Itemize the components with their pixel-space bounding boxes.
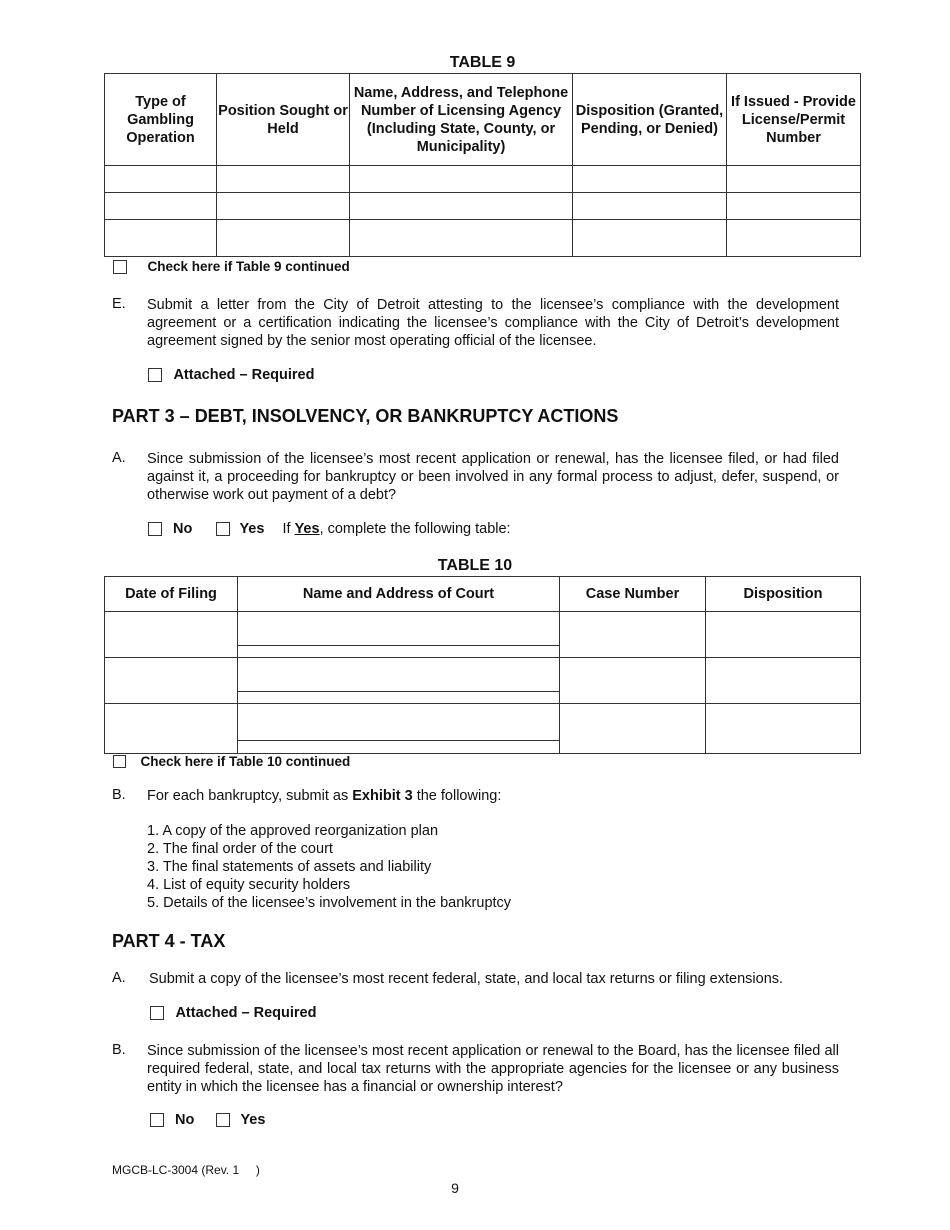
section-e-letter: E. <box>112 296 126 312</box>
part3-yes-label: Yes <box>239 521 265 538</box>
table10 <box>104 576 861 754</box>
table9-header-agency: Name, Address, and Telephone Number of Licensing Agency (Including State, County, or Municipality) <box>350 74 573 166</box>
section-e-attached-label: Attached – Required <box>173 367 315 383</box>
table-cell[interactable] <box>217 166 350 193</box>
table10-header-date: Date of Filing <box>105 577 238 612</box>
part3-if-suffix: , complete the following table: <box>319 521 511 538</box>
table9-title: TABLE 9 <box>449 54 516 71</box>
section-e-attached-checkbox[interactable] <box>148 368 162 382</box>
table-cell[interactable] <box>706 658 861 704</box>
section-b-exhibit: Exhibit 3 <box>352 788 413 804</box>
table-cell[interactable] <box>727 220 861 257</box>
part3-yes-checkbox[interactable] <box>216 522 230 536</box>
table10-continued-checkbox[interactable] <box>113 755 126 768</box>
list-item: 4. List of equity security holders <box>147 877 351 893</box>
part3-no-checkbox[interactable] <box>148 522 162 536</box>
table10-header-court: Name and Address of Court <box>238 577 560 612</box>
part3-if-prefix: If <box>282 521 291 538</box>
part3-heading: PART 3 – DEBT, INSOLVENCY, OR BANKRUPTCY ACTIONS <box>112 406 619 426</box>
part4-a-text: Submit a copy of the licensee’s most recent federal, state, and local tax returns or filing extensions. <box>149 971 784 987</box>
table-row <box>105 658 861 704</box>
table9-header-disposition: Disposition (Granted, Pending, or Denied) <box>573 74 727 166</box>
table10-title: TABLE 10 <box>437 557 513 574</box>
table-cell[interactable] <box>350 220 573 257</box>
table-cell[interactable] <box>727 193 861 220</box>
table-cell[interactable] <box>105 220 217 257</box>
part4-b-letter: B. <box>112 1042 126 1058</box>
list-item: 5. Details of the licensee’s involvement in the bankruptcy <box>147 895 512 911</box>
table9-continued-label: Check here if Table 9 continued <box>147 259 350 275</box>
part3-if-yes: Yes <box>294 521 320 538</box>
part4-attached-checkbox[interactable] <box>150 1006 164 1020</box>
table9-header-license: If Issued - Provide License/Permit Number <box>727 74 861 166</box>
table10-header-case: Case Number <box>560 577 706 612</box>
section-b-text-after: the following: <box>412 788 502 804</box>
part4-no-label: No <box>175 1112 195 1129</box>
table9-header-type: Type of Gambling Operation <box>105 74 217 166</box>
table-cell[interactable] <box>105 193 217 220</box>
table-cell[interactable] <box>105 612 238 658</box>
table-row <box>105 166 861 193</box>
list-item: 3. The final statements of assets and liability <box>147 859 432 875</box>
part4-no-checkbox[interactable] <box>150 1113 164 1127</box>
part4-attached-label: Attached – Required <box>175 1005 317 1021</box>
table10-header-disposition: Disposition <box>706 577 861 612</box>
section-b-letter: B. <box>112 787 126 803</box>
table-row <box>105 220 861 257</box>
table10-continued-label: Check here if Table 10 continued <box>140 754 351 770</box>
table-cell[interactable] <box>217 220 350 257</box>
table-cell[interactable] <box>573 220 727 257</box>
table-cell[interactable] <box>706 704 861 754</box>
part4-a-letter: A. <box>112 970 126 986</box>
table-cell[interactable] <box>350 166 573 193</box>
table-row <box>105 612 861 658</box>
part4-yes-checkbox[interactable] <box>216 1113 230 1127</box>
table-cell[interactable] <box>238 658 560 704</box>
list-item: 1. A copy of the approved reorganization plan <box>147 823 439 839</box>
part4-b-text: Since submission of the licensee’s most recent application or renewal to the Board, has the licensee filed all required federal, state, and local tax returns with the appropriate agencies for the licensee or any business entity in which the licensee has a financial or ownership interest? <box>147 1043 839 1095</box>
part4-attached <box>150 1004 316 1022</box>
table9-continued-checkbox[interactable] <box>113 260 127 274</box>
page-number: 9 <box>451 1180 459 1196</box>
table-cell[interactable] <box>573 166 727 193</box>
table-cell[interactable] <box>573 193 727 220</box>
table-cell[interactable] <box>560 612 706 658</box>
part3-a-text: Since submission of the licensee’s most recent application or renewal, has the licensee filed, or had filed against it, a proceeding for bankruptcy or been involved in any formal process to adjust, defer, suspend, or otherwise work out payment of a debt? <box>147 451 839 503</box>
table-cell[interactable] <box>560 704 706 754</box>
list-item: 2. The final order of the court <box>147 841 333 857</box>
part3-a-answers <box>148 520 511 538</box>
part4-heading: PART 4 - TAX <box>112 931 226 951</box>
table-cell[interactable] <box>238 612 560 658</box>
table-cell[interactable] <box>560 658 706 704</box>
part3-a-letter: A. <box>112 450 126 466</box>
footer-form-id: MGCB-LC-3004 (Rev. 1 ) <box>112 1163 260 1177</box>
part3-no-label: No <box>173 521 193 538</box>
section-b-text <box>147 787 501 805</box>
section-b-text-before: For each bankruptcy, submit as <box>147 788 353 804</box>
table-cell[interactable] <box>105 658 238 704</box>
table9 <box>104 73 861 257</box>
table-cell[interactable] <box>217 193 350 220</box>
table-cell[interactable] <box>706 612 861 658</box>
section-e-text: Submit a letter from the City of Detroit attesting to the licensee’s compliance with the development agreement or a certification indicating the licensee’s compliance with the City of Detroit’s development agreement signed by the senior most operating official of the licensee. <box>147 297 839 349</box>
table9-continued <box>113 258 350 276</box>
table-row <box>105 193 861 220</box>
table-cell[interactable] <box>350 193 573 220</box>
table-cell[interactable] <box>105 704 238 754</box>
table-cell[interactable] <box>238 704 560 754</box>
table-cell[interactable] <box>105 166 217 193</box>
table-cell[interactable] <box>727 166 861 193</box>
table-row <box>105 704 861 754</box>
part4-b-answers <box>150 1111 265 1129</box>
part4-yes-label: Yes <box>240 1112 266 1129</box>
section-e-attached <box>148 366 314 384</box>
section-b-list <box>147 822 511 912</box>
table10-continued <box>113 753 350 771</box>
table9-header-position: Position Sought or Held <box>217 74 350 166</box>
